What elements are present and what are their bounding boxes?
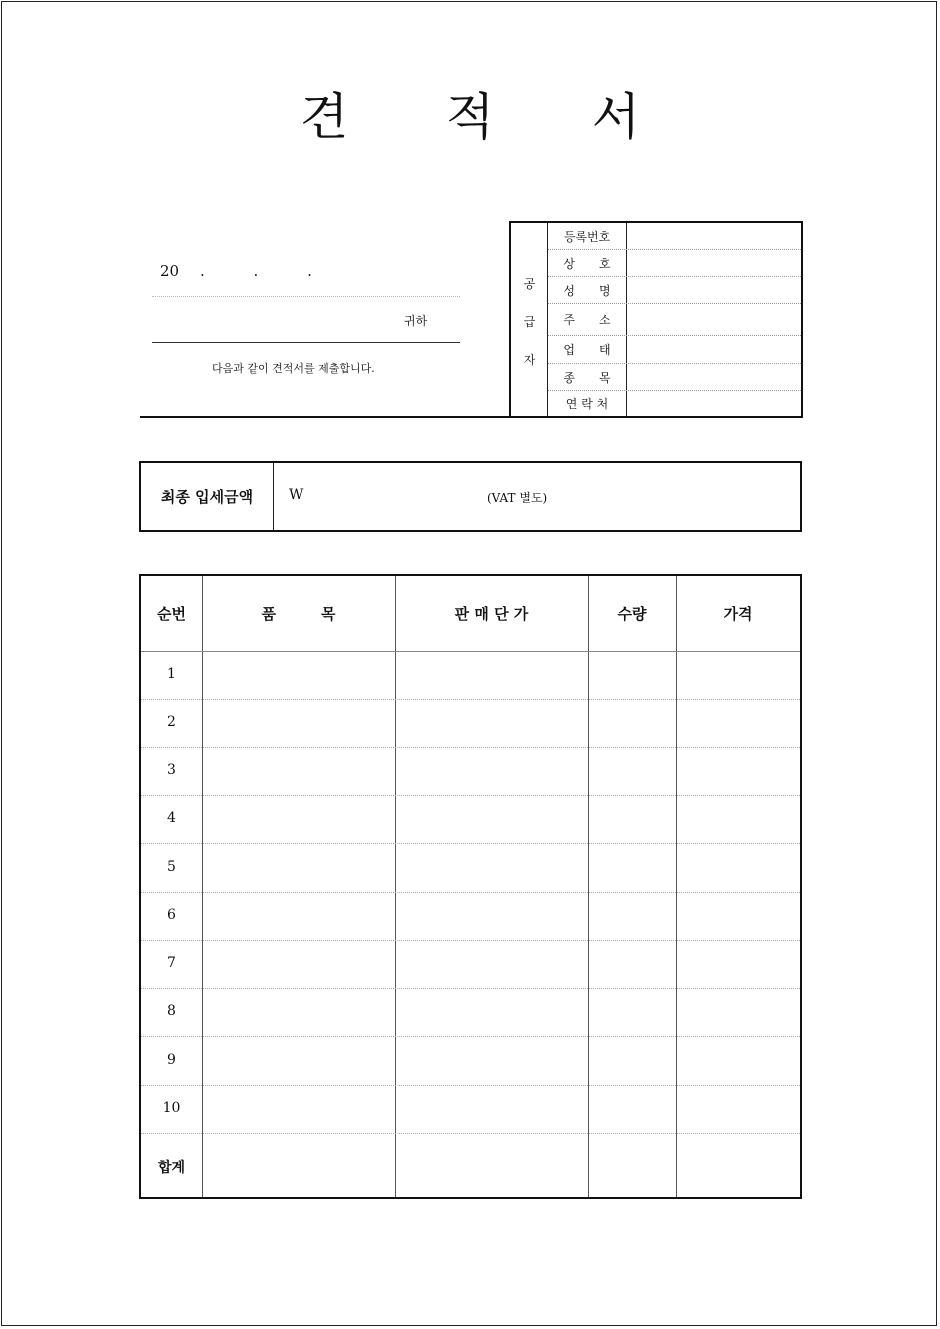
vat-note: (VAT 별도) [487,491,548,505]
supplier-row-item [548,364,801,391]
supplier-row-registration [548,223,801,250]
supplier-row-name [548,277,801,304]
row-number: 2 [167,714,176,730]
row-number: 10 [162,1100,181,1116]
column-divider [395,576,396,1197]
supplier-side-char-1: 공 [523,277,536,291]
row-number: 6 [167,907,176,923]
row-number: 5 [167,859,176,875]
header-divider [140,416,510,418]
header-price: 가격 [723,605,753,623]
header-quantity: 수량 [617,605,647,623]
row-number: 8 [167,1003,176,1019]
row-divider [141,988,800,989]
supplier-label: 주 소 [548,304,627,335]
title-char-2: 적 [445,88,495,146]
date-prefix: 20 [160,262,180,280]
supplier-side-char-3: 자 [523,353,536,367]
row-divider [141,1036,800,1037]
row-divider [141,940,800,941]
supplier-value[interactable] [627,250,801,276]
supplier-label: 상 호 [548,250,627,276]
date-separator [152,296,460,297]
row-divider [141,1085,800,1086]
supplier-box [509,221,803,418]
row-number: 1 [167,666,176,682]
header-unit-price: 판 매 단 가 [454,605,529,623]
row-divider [141,795,800,796]
supplier-value[interactable] [627,391,801,416]
header-item: 품 목 [261,605,336,623]
total-label: 합계 [157,1160,186,1176]
row-number: 4 [167,810,176,826]
supplier-label: 업 태 [548,336,627,363]
supplier-row-contact [548,391,801,416]
supplier-label: 성 명 [548,277,627,303]
supplier-value[interactable] [627,304,801,335]
row-divider [141,747,800,748]
column-divider [202,576,203,1197]
intro-text: 다음과 같이 견적서를 제출합니다. [212,362,375,375]
recipient-line [152,342,460,343]
row-divider [141,892,800,893]
header-divider [141,651,800,652]
column-divider [676,576,677,1197]
header-seq: 순번 [157,605,186,623]
amount-label: 최종 입세금액 [141,463,274,530]
supplier-rows [548,223,801,416]
date-dots: . . . [200,262,334,280]
document-title [300,78,640,148]
recipient-suffix: 귀하 [404,314,428,328]
supplier-value[interactable] [627,364,801,390]
items-table [139,574,802,1199]
supplier-side-char-2: 급 [523,315,536,329]
column-divider [588,576,589,1197]
title-char-3: 서 [591,88,640,146]
title-char-1: 견 [300,88,349,146]
row-number: 7 [167,955,176,971]
row-divider [141,1133,800,1134]
supplier-label: 등록번호 [548,223,627,249]
supplier-value[interactable] [627,223,801,249]
amount-box [139,461,802,532]
supplier-row-business-type [548,336,801,364]
supplier-label: 종 목 [548,364,627,390]
supplier-row-address [548,304,801,336]
supplier-value[interactable] [627,336,801,363]
row-divider [141,699,800,700]
row-number: 3 [167,762,176,778]
row-divider [141,843,800,844]
supplier-side-label [511,223,548,416]
amount-currency: W [289,487,304,503]
supplier-row-company [548,250,801,277]
row-number: 9 [167,1052,176,1068]
supplier-value[interactable] [627,277,801,303]
supplier-label: 연 락 처 [548,391,627,416]
